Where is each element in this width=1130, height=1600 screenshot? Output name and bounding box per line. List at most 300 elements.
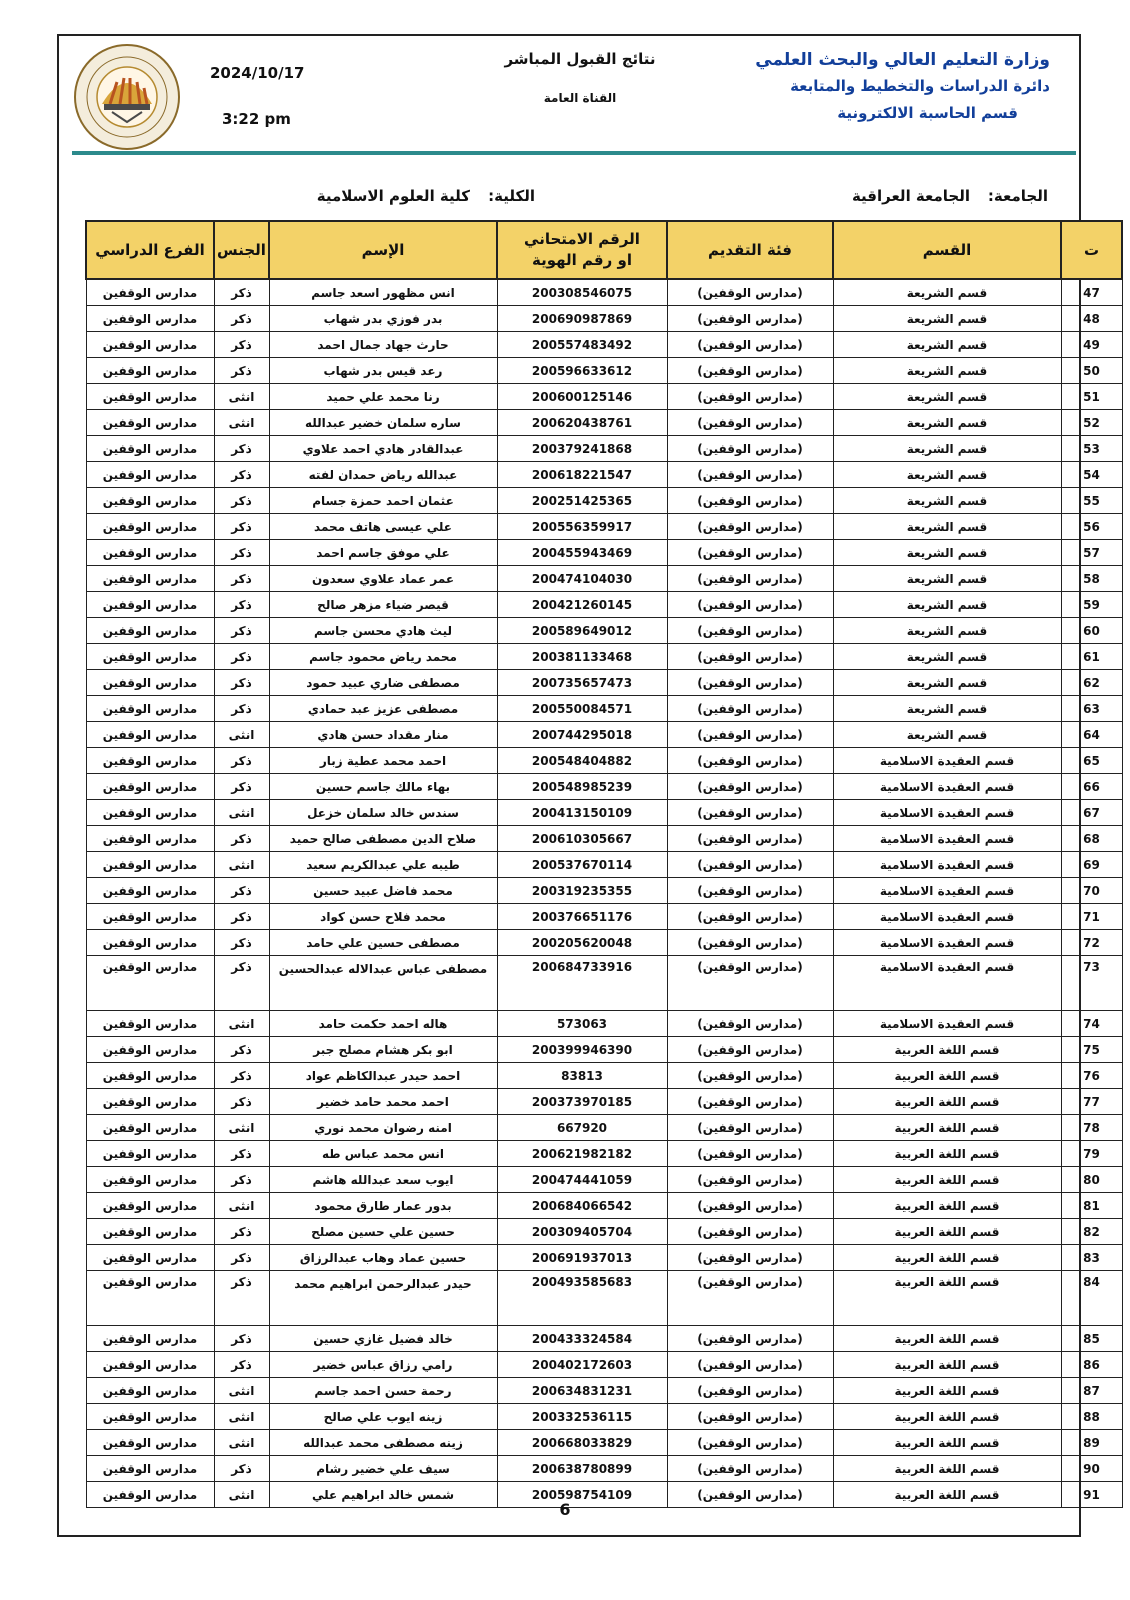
row-exam-number: 200668033829 [497,1430,667,1456]
row-branch: مدارس الوقفين [86,1245,214,1271]
row-gender: ذكر [214,644,269,670]
row-gender: انثى [214,722,269,748]
row-exam-number: 200589649012 [497,618,667,644]
table-row [86,748,1122,774]
row-category: (مدارس الوقفين) [667,826,833,852]
row-dept: قسم الشريعة [833,436,1061,462]
row-exam-number: 200309405704 [497,1219,667,1245]
row-seq: 57 [1061,540,1122,566]
row-branch: مدارس الوقفين [86,1115,214,1141]
row-dept: قسم العقيدة الاسلامية [833,748,1061,774]
row-category: (مدارس الوقفين) [667,384,833,410]
row-category: (مدارس الوقفين) [667,1011,833,1037]
row-category: (مدارس الوقفين) [667,670,833,696]
row-exam-number: 200691937013 [497,1245,667,1271]
row-name: حارث جهاد جمال احمد [269,332,497,358]
table-row [86,462,1122,488]
row-seq: 68 [1061,826,1122,852]
row-category: (مدارس الوقفين) [667,566,833,592]
row-gender: ذكر [214,1037,269,1063]
row-branch: مدارس الوقفين [86,540,214,566]
row-seq: 85 [1061,1326,1122,1352]
row-gender: ذكر [214,358,269,384]
row-seq: 87 [1061,1378,1122,1404]
row-gender: ذكر [214,826,269,852]
row-exam-number: 200455943469 [497,540,667,566]
row-dept: قسم العقيدة الاسلامية [833,878,1061,904]
row-name: احمد محمد عطية زبار [269,748,497,774]
table-row [86,279,1122,306]
row-seq: 78 [1061,1115,1122,1141]
row-name: مصطفى حسين علي حامد [269,930,497,956]
row-name: سيف علي خضير رشام [269,1456,497,1482]
row-category: (مدارس الوقفين) [667,1115,833,1141]
row-exam-number: 200620438761 [497,410,667,436]
table-header-row [86,221,1122,279]
row-branch: مدارس الوقفين [86,670,214,696]
row-gender: انثى [214,1011,269,1037]
row-seq: 72 [1061,930,1122,956]
row-category: (مدارس الوقفين) [667,644,833,670]
row-name: ساره سلمان خضير عبدالله [269,410,497,436]
row-seq: 47 [1061,279,1122,306]
row-exam-number: 200308546075 [497,279,667,306]
table-row [86,592,1122,618]
row-category: (مدارس الوقفين) [667,878,833,904]
row-branch: مدارس الوقفين [86,1271,214,1326]
report-date: 2024/10/17 [210,64,305,82]
row-seq: 61 [1061,644,1122,670]
row-seq: 84 [1061,1271,1122,1326]
row-branch: مدارس الوقفين [86,1430,214,1456]
row-gender: انثى [214,384,269,410]
row-branch: مدارس الوقفين [86,514,214,540]
row-category: (مدارس الوقفين) [667,1245,833,1271]
admission-results-table [85,220,1123,1508]
row-category: (مدارس الوقفين) [667,1404,833,1430]
row-name: امنه رضوان محمد نوري [269,1115,497,1141]
row-category: (مدارس الوقفين) [667,618,833,644]
row-category: (مدارس الوقفين) [667,358,833,384]
row-dept: قسم اللغة العربية [833,1167,1061,1193]
row-branch: مدارس الوقفين [86,1141,214,1167]
row-name: صلاح الدين مصطفى صالح حميد [269,826,497,852]
row-gender: ذكر [214,279,269,306]
row-gender: ذكر [214,1245,269,1271]
col-header-branch: الفرع الدراسي [86,221,214,279]
row-exam-number: 200684733916 [497,956,667,1011]
row-gender: انثى [214,1378,269,1404]
row-gender: ذكر [214,748,269,774]
table-row [86,1378,1122,1404]
table-row [86,1271,1122,1326]
row-seq: 62 [1061,670,1122,696]
row-gender: ذكر [214,592,269,618]
row-exam-number: 200600125146 [497,384,667,410]
row-seq: 52 [1061,410,1122,436]
table-row [86,488,1122,514]
row-exam-number: 573063 [497,1011,667,1037]
row-seq: 58 [1061,566,1122,592]
row-category: (مدارس الوقفين) [667,332,833,358]
table-row [86,930,1122,956]
table-row [86,696,1122,722]
row-dept: قسم اللغة العربية [833,1352,1061,1378]
row-name: رعد قيس بدر شهاب [269,358,497,384]
row-gender: ذكر [214,1141,269,1167]
row-name: عبدالقادر هادي احمد علاوي [269,436,497,462]
table-row [86,670,1122,696]
row-gender: ذكر [214,1352,269,1378]
row-seq: 67 [1061,800,1122,826]
ministry-seal-icon [72,42,182,152]
row-dept: قسم الشريعة [833,279,1061,306]
row-category: (مدارس الوقفين) [667,956,833,1011]
col-header-gender: الجنس [214,221,269,279]
row-dept: قسم اللغة العربية [833,1271,1061,1326]
row-dept: قسم الشريعة [833,332,1061,358]
row-dept: قسم اللغة العربية [833,1482,1061,1508]
row-category: (مدارس الوقفين) [667,306,833,332]
row-branch: مدارس الوقفين [86,566,214,592]
row-exam-number: 200621982182 [497,1141,667,1167]
row-name: بهاء مالك جاسم حسين [269,774,497,800]
row-name: مصطفى ضاري عبيد حمود [269,670,497,696]
table-row [86,1352,1122,1378]
row-gender: ذكر [214,774,269,800]
row-exam-number: 200421260145 [497,592,667,618]
university-label: الجامعة: [987,187,1048,205]
row-name: بدر فوزي بدر شهاب [269,306,497,332]
table-row [86,358,1122,384]
row-branch: مدارس الوقفين [86,722,214,748]
row-seq: 50 [1061,358,1122,384]
row-seq: 59 [1061,592,1122,618]
row-category: (مدارس الوقفين) [667,462,833,488]
row-dept: قسم الشريعة [833,722,1061,748]
row-branch: مدارس الوقفين [86,826,214,852]
row-gender: ذكر [214,436,269,462]
row-exam-number: 200251425365 [497,488,667,514]
row-branch: مدارس الوقفين [86,852,214,878]
row-gender: ذكر [214,1271,269,1326]
row-exam-number: 200399946390 [497,1037,667,1063]
row-branch: مدارس الوقفين [86,1037,214,1063]
row-dept: قسم العقيدة الاسلامية [833,930,1061,956]
row-category: (مدارس الوقفين) [667,514,833,540]
col-header-exam-number [497,221,667,279]
row-category: (مدارس الوقفين) [667,1037,833,1063]
row-seq: 75 [1061,1037,1122,1063]
row-gender: انثى [214,1193,269,1219]
row-gender: انثى [214,1482,269,1508]
row-name: بدور عمار طارق محمود [269,1193,497,1219]
row-gender: ذكر [214,462,269,488]
row-dept: قسم الشريعة [833,670,1061,696]
row-dept: قسم اللغة العربية [833,1456,1061,1482]
row-name: خالد فضيل غازي حسين [269,1326,497,1352]
row-gender: ذكر [214,1219,269,1245]
row-category: (مدارس الوقفين) [667,592,833,618]
row-branch: مدارس الوقفين [86,904,214,930]
row-branch: مدارس الوقفين [86,1378,214,1404]
row-seq: 69 [1061,852,1122,878]
row-name: محمد فاضل عبيد حسين [269,878,497,904]
row-branch: مدارس الوقفين [86,1167,214,1193]
row-branch: مدارس الوقفين [86,1352,214,1378]
row-dept: قسم العقيدة الاسلامية [833,800,1061,826]
row-gender: ذكر [214,618,269,644]
row-branch: مدارس الوقفين [86,1089,214,1115]
row-dept: قسم اللغة العربية [833,1037,1061,1063]
row-category: (مدارس الوقفين) [667,1430,833,1456]
page-number: 6 [559,1500,571,1519]
row-gender: ذكر [214,670,269,696]
row-dept: قسم الشريعة [833,592,1061,618]
row-gender: ذكر [214,956,269,1011]
row-branch: مدارس الوقفين [86,592,214,618]
row-exam-number: 200205620048 [497,930,667,956]
row-exam-number: 667920 [497,1115,667,1141]
row-branch: مدارس الوقفين [86,1482,214,1508]
row-gender: ذكر [214,904,269,930]
row-name: حسين علي حسين مصلح [269,1219,497,1245]
row-branch: مدارس الوقفين [86,644,214,670]
row-gender: ذكر [214,514,269,540]
row-category: (مدارس الوقفين) [667,540,833,566]
row-exam-number: 200493585683 [497,1271,667,1326]
row-category: (مدارس الوقفين) [667,696,833,722]
row-category: (مدارس الوقفين) [667,410,833,436]
row-gender: ذكر [214,1063,269,1089]
college-label: الكلية: [488,187,535,205]
row-exam-number: 200596633612 [497,358,667,384]
row-seq: 54 [1061,462,1122,488]
row-gender: ذكر [214,696,269,722]
row-dept: قسم اللغة العربية [833,1404,1061,1430]
ministry-name: وزارة التعليم العالي والبحث العلمي [755,50,1050,70]
row-name: رامي رزاق عباس خضير [269,1352,497,1378]
row-exam-number: 200744295018 [497,722,667,748]
row-branch: مدارس الوقفين [86,332,214,358]
row-dept: قسم اللغة العربية [833,1089,1061,1115]
row-name: شمس خالد ابراهيم علي [269,1482,497,1508]
row-category: (مدارس الوقفين) [667,1193,833,1219]
row-gender: انثى [214,1404,269,1430]
row-branch: مدارس الوقفين [86,1456,214,1482]
table-row [86,904,1122,930]
row-gender: ذكر [214,1167,269,1193]
table-row [86,384,1122,410]
table-row [86,644,1122,670]
row-branch: مدارس الوقفين [86,436,214,462]
table-row [86,1167,1122,1193]
row-dept: قسم اللغة العربية [833,1326,1061,1352]
row-gender: ذكر [214,488,269,514]
table-row [86,306,1122,332]
row-seq: 90 [1061,1456,1122,1482]
channel-label: القناة العامة [543,91,617,105]
row-category: (مدارس الوقفين) [667,722,833,748]
row-category: (مدارس الوقفين) [667,1482,833,1508]
row-category: (مدارس الوقفين) [667,1326,833,1352]
row-name: رحمة حسن احمد جاسم [269,1378,497,1404]
row-exam-number: 83813 [497,1063,667,1089]
row-exam-number: 200690987869 [497,306,667,332]
row-seq: 73 [1061,956,1122,1011]
row-name: مصطفى عباس عبدالاله عبدالحسين [269,956,497,1011]
row-gender: انثى [214,852,269,878]
row-exam-number: 200373970185 [497,1089,667,1115]
table-row [86,1063,1122,1089]
row-name: رنا محمد علي حميد [269,384,497,410]
row-category: (مدارس الوقفين) [667,488,833,514]
row-dept: قسم اللغة العربية [833,1219,1061,1245]
row-category: (مدارس الوقفين) [667,904,833,930]
row-name: منار مقداد حسن هادي [269,722,497,748]
row-category: (مدارس الوقفين) [667,800,833,826]
row-exam-number: 200550084571 [497,696,667,722]
row-dept: قسم اللغة العربية [833,1378,1061,1404]
row-category: (مدارس الوقفين) [667,1456,833,1482]
row-branch: مدارس الوقفين [86,358,214,384]
row-name: سندس خالد سلمان خزعل [269,800,497,826]
row-dept: قسم العقيدة الاسلامية [833,904,1061,930]
college-value: كلية العلوم الاسلامية [316,187,470,205]
row-category: (مدارس الوقفين) [667,1141,833,1167]
table-row [86,800,1122,826]
row-name: عمر عماد علاوي سعدون [269,566,497,592]
row-exam-number: 200332536115 [497,1404,667,1430]
table-row [86,1193,1122,1219]
row-name: قيصر ضياء مزهر صالح [269,592,497,618]
row-dept: قسم اللغة العربية [833,1193,1061,1219]
row-gender: ذكر [214,1326,269,1352]
row-dept: قسم العقيدة الاسلامية [833,956,1061,1011]
row-exam-number: 200548404882 [497,748,667,774]
row-branch: مدارس الوقفين [86,306,214,332]
row-dept: قسم الشريعة [833,358,1061,384]
row-exam-number: 200381133468 [497,644,667,670]
university-value: الجامعة العراقية [851,187,970,205]
row-name: علي عيسى هاتف محمد [269,514,497,540]
row-branch: مدارس الوقفين [86,1011,214,1037]
row-exam-number: 200474441059 [497,1167,667,1193]
row-name: حسين عماد وهاب عبدالرزاق [269,1245,497,1271]
table-row [86,332,1122,358]
row-dept: قسم الشريعة [833,696,1061,722]
row-dept: قسم العقيدة الاسلامية [833,826,1061,852]
row-dept: قسم الشريعة [833,462,1061,488]
row-exam-number: 200537670114 [497,852,667,878]
row-category: (مدارس الوقفين) [667,1271,833,1326]
row-exam-number: 200474104030 [497,566,667,592]
table-row [86,826,1122,852]
row-branch: مدارس الوقفين [86,1193,214,1219]
row-dept: قسم العقيدة الاسلامية [833,774,1061,800]
row-category: (مدارس الوقفين) [667,930,833,956]
row-name: مصطفى عزيز عبد حمادي [269,696,497,722]
row-name: زينه ايوب علي صالح [269,1404,497,1430]
col-header-name: الإسم [269,221,497,279]
row-name: طيبه علي عبدالكريم سعيد [269,852,497,878]
row-exam-number: 200618221547 [497,462,667,488]
row-branch: مدارس الوقفين [86,1063,214,1089]
table-row [86,878,1122,904]
row-name: هاله احمد حكمت حامد [269,1011,497,1037]
row-name: عبدالله رياض حمدان لفته [269,462,497,488]
row-name: انس محمد عباس طه [269,1141,497,1167]
row-exam-number: 200413150109 [497,800,667,826]
row-dept: قسم الشريعة [833,514,1061,540]
row-dept: قسم اللغة العربية [833,1141,1061,1167]
row-seq: 71 [1061,904,1122,930]
row-exam-number: 200610305667 [497,826,667,852]
row-branch: مدارس الوقفين [86,1404,214,1430]
row-category: (مدارس الوقفين) [667,1352,833,1378]
row-seq: 49 [1061,332,1122,358]
row-name: عثمان احمد حمزة جسام [269,488,497,514]
row-name: انس مظهور اسعد جاسم [269,279,497,306]
row-seq: 70 [1061,878,1122,904]
row-category: (مدارس الوقفين) [667,1378,833,1404]
row-gender: انثى [214,1430,269,1456]
row-seq: 91 [1061,1482,1122,1508]
row-category: (مدارس الوقفين) [667,436,833,462]
row-dept: قسم الشريعة [833,410,1061,436]
department-name: دائرة الدراسات والتخطيط والمتابعة [790,77,1050,95]
row-dept: قسم اللغة العربية [833,1115,1061,1141]
row-seq: 83 [1061,1245,1122,1271]
row-gender: ذكر [214,332,269,358]
table-row [86,1456,1122,1482]
row-gender: ذكر [214,1089,269,1115]
row-seq: 80 [1061,1167,1122,1193]
table-row [86,410,1122,436]
row-seq: 82 [1061,1219,1122,1245]
row-category: (مدارس الوقفين) [667,1219,833,1245]
row-gender: ذكر [214,1456,269,1482]
row-category: (مدارس الوقفين) [667,1167,833,1193]
row-dept: قسم الشريعة [833,644,1061,670]
row-exam-number: 200684066542 [497,1193,667,1219]
row-exam-number: 200433324584 [497,1326,667,1352]
table-row [86,1115,1122,1141]
row-exam-number: 200735657473 [497,670,667,696]
table-row [86,1089,1122,1115]
row-branch: مدارس الوقفين [86,696,214,722]
row-category: (مدارس الوقفين) [667,1063,833,1089]
row-branch: مدارس الوقفين [86,1219,214,1245]
table-row [86,514,1122,540]
row-seq: 89 [1061,1430,1122,1456]
row-seq: 48 [1061,306,1122,332]
row-category: (مدارس الوقفين) [667,852,833,878]
row-exam-number: 200319235355 [497,878,667,904]
row-dept: قسم اللغة العربية [833,1245,1061,1271]
col-header-category: فئة التقديم [667,221,833,279]
table-row [86,1037,1122,1063]
row-category: (مدارس الوقفين) [667,1089,833,1115]
row-category: (مدارس الوقفين) [667,748,833,774]
row-gender: ذكر [214,878,269,904]
row-branch: مدارس الوقفين [86,956,214,1011]
row-name: ايوب سعد عبدالله هاشم [269,1167,497,1193]
row-branch: مدارس الوقفين [86,384,214,410]
table-row [86,1245,1122,1271]
row-dept: قسم الشريعة [833,384,1061,410]
exam-header-line2: او رقم الهوية [532,251,632,269]
